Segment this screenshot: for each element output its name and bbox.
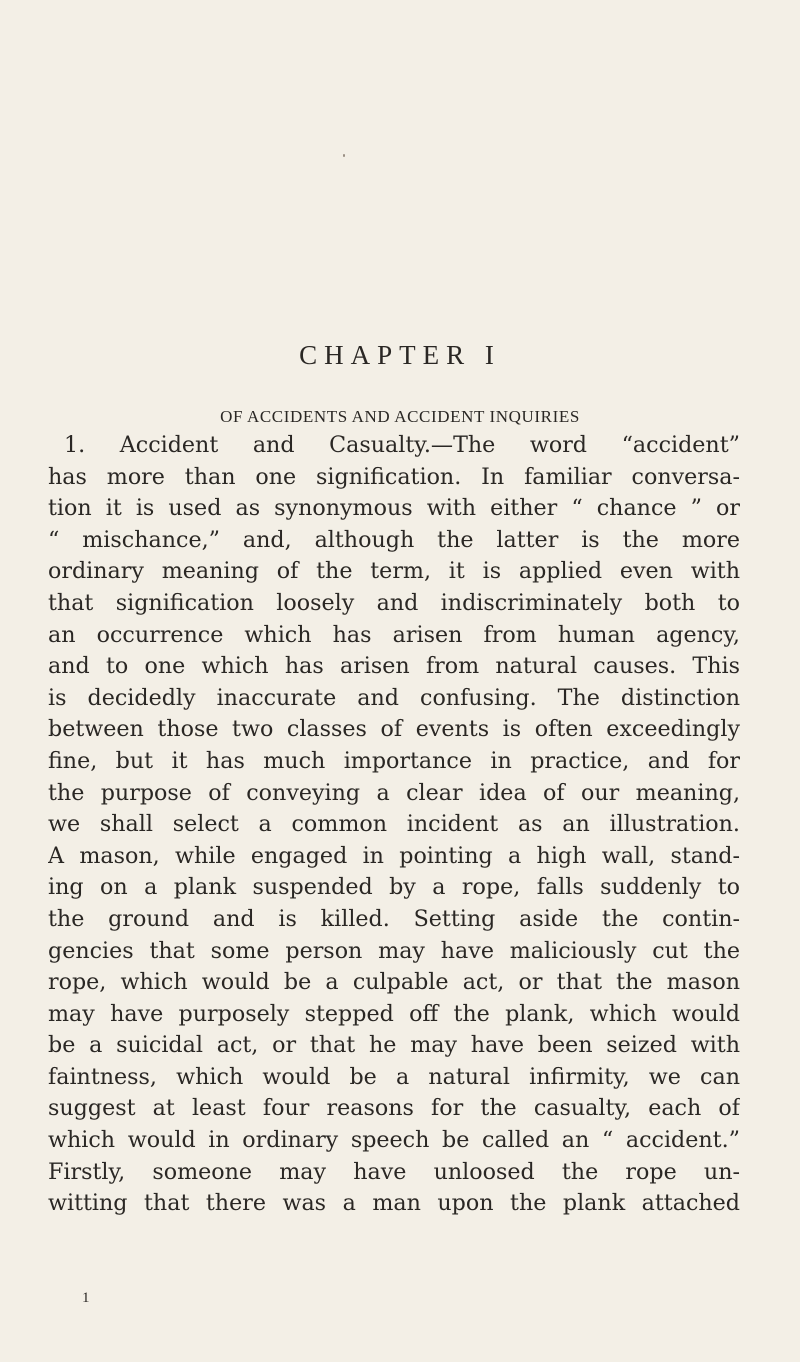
text-line: the purpose of conveying a clear idea of our meaning,: [48, 779, 740, 806]
page-number: 1: [82, 1290, 90, 1306]
text-line: suggest at least four reasons for the casualty, each of: [48, 1095, 740, 1122]
text-line: between those two classes of events is often exceedingly: [48, 716, 740, 743]
text-line: be a suicidal act, or that he may have been seized with: [48, 1032, 740, 1059]
text-line: 1. Accident and Casualty.—The word “accident”: [64, 432, 740, 458]
text-line: Firstly, someone may have unloosed the rope un-: [48, 1158, 740, 1185]
text-line: A mason, while engaged in pointing a high wall, stand-: [48, 842, 740, 869]
text-line: and to one which has arisen from natural causes. This: [48, 653, 740, 680]
paper-speck: [343, 154, 345, 157]
text-line: ordinary meaning of the term, it is applied even with: [48, 558, 740, 585]
text-line: has more than one signification. In familiar conversa-: [48, 463, 740, 490]
text-line: which would in ordinary speech be called an “ accident.”: [48, 1127, 740, 1154]
text-line: an occurrence which has arisen from human agency,: [48, 621, 740, 648]
text-line: rope, which would be a culpable act, or that the mason: [48, 969, 740, 996]
text-line: witting that there was a man upon the plank attached: [48, 1190, 740, 1217]
text-line: tion it is used as synonymous with either “ chance ” or: [48, 495, 740, 522]
text-line: ing on a plank suspended by a rope, falls suddenly to: [48, 874, 740, 901]
text-line: the ground and is killed. Setting aside the contin-: [48, 905, 740, 932]
text-line: fine, but it has much importance in practice, and for: [48, 747, 740, 774]
chapter-heading: CHAPTER I: [299, 340, 501, 370]
text-line: “ mischance,” and, although the latter is the more: [48, 526, 740, 553]
text-line: faintness, which would be a natural infirmity, we can: [48, 1063, 740, 1090]
text-line: may have purposely stepped off the plank, which would: [48, 1000, 740, 1027]
text-line: gencies that some person may have maliciously cut the: [48, 937, 740, 964]
text-line: is decidedly inaccurate and confusing. The distinction: [48, 684, 740, 711]
text-line: that signification loosely and indiscriminately both to: [48, 589, 740, 616]
text-line: we shall select a common incident as an illustration.: [48, 811, 740, 838]
chapter-subtitle: OF ACCIDENTS AND ACCIDENT INQUIRIES: [220, 407, 580, 426]
body-paragraph: [48, 430, 800, 1220]
